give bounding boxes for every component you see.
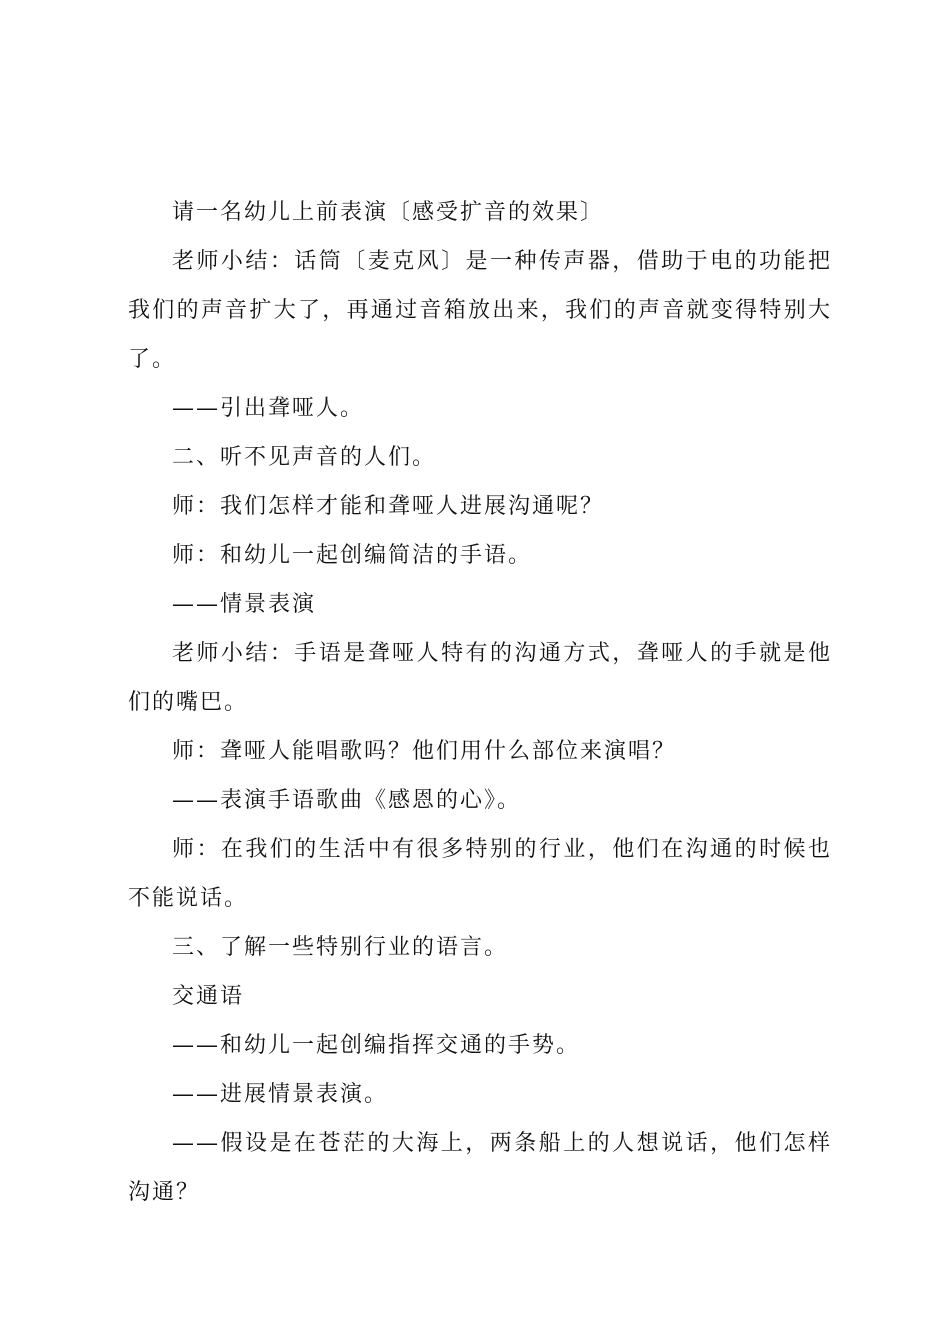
paragraph-sea-communication: ——假设是在苍茫的大海上，两条船上的人想说话，他们怎样沟通？	[128, 1131, 832, 1205]
section-heading-2: 二、听不见声音的人们。	[172, 445, 437, 470]
paragraph-scene-performance-2: ——进展情景表演。	[172, 1082, 389, 1107]
paragraph-demo-request: 请一名幼儿上前表演〔感受扩音的效果〕	[172, 200, 605, 225]
section-heading-3: 三、了解一些特别行业的语言。	[172, 935, 509, 960]
paragraph-teacher-question-singing: 师：聋哑人能唱歌吗？他们用什么部位来演唱？	[172, 739, 677, 764]
document-body	[128, 188, 832, 1217]
paragraph-scene-performance: ——情景表演	[172, 592, 317, 617]
paragraph-traffic-gestures: ——和幼儿一起创编指挥交通的手势。	[172, 1033, 581, 1058]
paragraph-sign-song: ——表演手语歌曲《感恩的心》。	[172, 788, 522, 813]
paragraph-introduce-deaf: ——引出聋哑人。	[172, 396, 365, 421]
paragraph-teacher-summary-sign-language: 老师小结：手语是聋哑人特有的沟通方式，聋哑人的手就是他们的嘴巴。	[128, 641, 832, 715]
paragraph-teacher-question-communicate: 师：我们怎样才能和聋哑人进展沟通呢？	[172, 494, 605, 519]
paragraph-teacher-sign-language: 师：和幼儿一起创编简洁的手语。	[172, 543, 533, 568]
paragraph-teacher-special-industries: 师：在我们的生活中有很多特别的行业，他们在沟通的时候也不能说话。	[128, 837, 832, 911]
paragraph-teacher-summary-microphone: 老师小结：话筒〔麦克风〕是一种传声器，借助于电的功能把我们的声音扩大了，再通过音箱放出来，我们的声音就变得特别大了。	[128, 249, 832, 372]
paragraph-traffic-language: 交通语	[172, 984, 245, 1009]
